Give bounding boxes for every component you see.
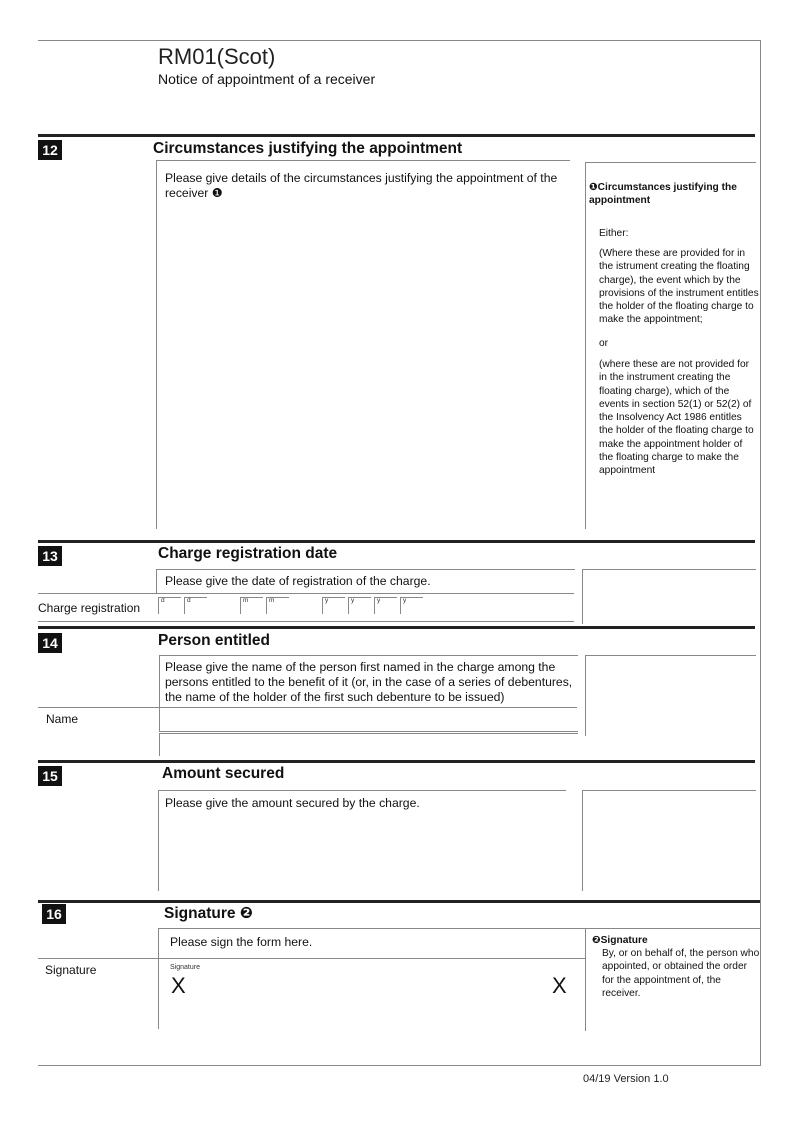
date-placeholder: m bbox=[269, 597, 275, 604]
section-13-field-line bbox=[38, 593, 574, 594]
name-input-2[interactable] bbox=[159, 733, 578, 756]
date-year-3[interactable] bbox=[374, 597, 397, 614]
signature-box[interactable] bbox=[158, 959, 586, 1029]
section-14-title: Person entitled bbox=[158, 632, 270, 649]
version-label: 04/19 Version 1.0 bbox=[583, 1073, 669, 1085]
section-16-note-body: By, or on behalf of, the person who appointed, or obtained the order for the appointment of, the receiver. bbox=[602, 948, 760, 999]
section-13-instruction: Please give the date of registration of the charge. bbox=[165, 574, 431, 588]
section-15-instruction: Please give the amount secured by the charge. bbox=[165, 796, 420, 810]
date-month-1[interactable] bbox=[240, 597, 263, 614]
section-15-number: 15 bbox=[38, 766, 62, 786]
date-placeholder: y bbox=[325, 597, 329, 604]
section-13-title: Charge registration date bbox=[158, 545, 338, 562]
section-16-note-title: ❷Signature bbox=[592, 935, 648, 946]
section-12-note-title: ❶Circumstances justifying the appointment bbox=[589, 182, 737, 207]
section-12-instruction: Please give details of the circumstances justifying the appointment of the receiver ❶ bbox=[165, 171, 558, 200]
section-12-note-p1: (Where these are provided for in the istrument creating the floating charge), the event which by the provisions of the instrument entitles the holder of the floating charge to make the appointment; bbox=[599, 248, 759, 326]
name-label: Name bbox=[46, 712, 79, 726]
date-placeholder: d bbox=[161, 597, 165, 604]
section-14-rule bbox=[38, 626, 755, 629]
section-13-rule bbox=[38, 540, 755, 543]
section-16-instruction: Please sign the form here. bbox=[170, 935, 313, 949]
name-input-1[interactable] bbox=[159, 708, 578, 732]
section-13-number: 13 bbox=[38, 546, 62, 566]
date-placeholder: m bbox=[243, 597, 249, 604]
date-year-4[interactable] bbox=[400, 597, 423, 614]
right-border bbox=[760, 40, 761, 1066]
section-12-number: 12 bbox=[38, 140, 62, 160]
circumstances-textarea[interactable] bbox=[156, 160, 570, 529]
date-placeholder: y bbox=[377, 597, 381, 604]
section-12-title: Circumstances justifying the appointment bbox=[153, 140, 463, 157]
section-13-note-box bbox=[582, 569, 756, 624]
section-16-rule bbox=[38, 900, 760, 903]
signature-label: Signature bbox=[45, 963, 97, 977]
section-15-note-box bbox=[582, 790, 756, 891]
form-title: Notice of appointment of a receiver bbox=[158, 71, 376, 87]
charge-registration-label: Charge registration bbox=[38, 601, 141, 615]
top-border bbox=[38, 40, 760, 41]
form-code: RM01(Scot) bbox=[158, 44, 276, 69]
section-14-instruction: Please give the name of the person first named in the charge among the persons entitled to the benefit of it (or, in the case of a series of debentures, the name of the holder of the first such debenture to be issued) bbox=[165, 660, 573, 704]
section-16-title: Signature ❷ bbox=[164, 905, 253, 922]
section-13-bottom-line bbox=[38, 621, 574, 622]
date-placeholder: y bbox=[403, 597, 407, 604]
date-day-1[interactable] bbox=[158, 597, 181, 614]
signature-box-caption: Signature bbox=[170, 964, 200, 971]
date-year-2[interactable] bbox=[348, 597, 371, 614]
section-15-title: Amount secured bbox=[162, 765, 285, 782]
section-12-note-or: or bbox=[599, 338, 609, 349]
section-14-note-box bbox=[585, 655, 756, 736]
signature-mark-right: X bbox=[552, 973, 567, 998]
bottom-border bbox=[38, 1065, 760, 1066]
section-15-rule bbox=[38, 760, 755, 763]
signature-mark-left: X bbox=[171, 973, 186, 998]
date-day-2[interactable] bbox=[184, 597, 207, 614]
section-12-rule bbox=[38, 134, 755, 137]
date-placeholder: y bbox=[351, 597, 355, 604]
section-12-note-p2: (where these are not provided for in the instrument creating the floating charge), which of the events in section 52(1) or 52(2) of the Insolvency Act 1986 entitles the holder of the floating charge to make the appointment holder of the floating charge to make the appointment bbox=[599, 359, 754, 477]
date-placeholder: d bbox=[187, 597, 191, 604]
section-12-note-either: Either: bbox=[599, 228, 629, 239]
date-month-2[interactable] bbox=[266, 597, 289, 614]
date-year-1[interactable] bbox=[322, 597, 345, 614]
section-14-number: 14 bbox=[38, 633, 62, 653]
section-16-number: 16 bbox=[42, 904, 66, 924]
